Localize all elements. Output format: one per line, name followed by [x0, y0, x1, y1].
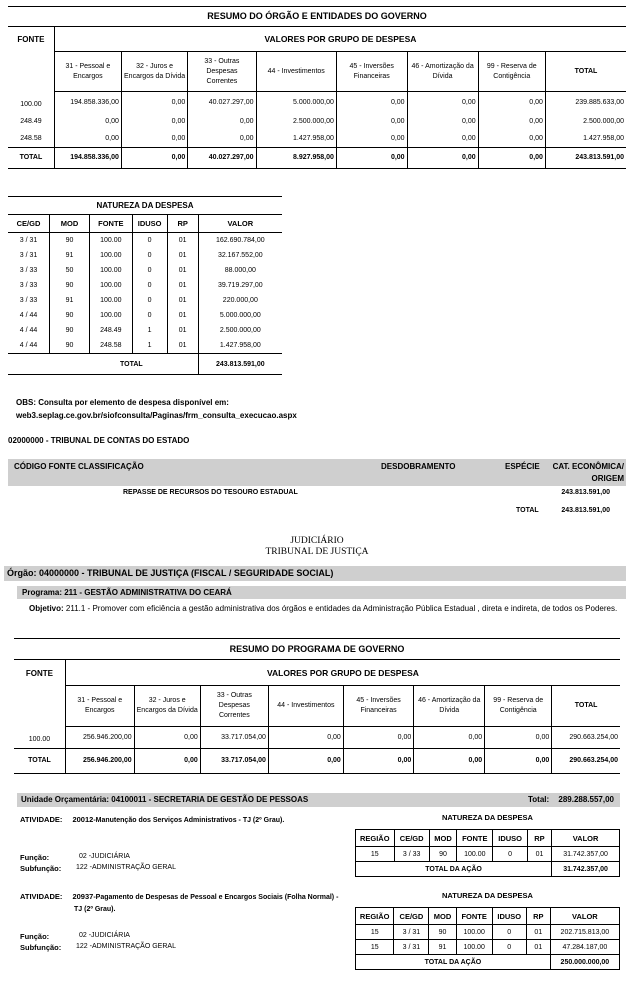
- total-row: [356, 862, 620, 877]
- funcao-label: Função:: [20, 932, 50, 941]
- value-cell: 0,00: [485, 727, 552, 749]
- column-header-3: 33 - Outras Despesas Correntes: [200, 686, 268, 727]
- natureza-cell: 100.00: [90, 278, 133, 293]
- subfuncao-value: 122 -ADMINISTRAÇÃO GERAL: [76, 864, 176, 871]
- atividade-desc: -Pagamento de Despesas de Pessoal e Encargos Sociais (Folha Normal) -: [93, 894, 339, 901]
- total-value: 40.027.297,00: [188, 147, 256, 168]
- codigo-header: CÓDIGO FONTE CLASSIFICAÇÃO: [14, 462, 144, 471]
- funcao-label: Função:: [20, 853, 50, 862]
- atividade-natureza-table-1: [355, 829, 620, 877]
- natureza-header-rp: RP: [526, 908, 550, 925]
- natureza-header-iduso: IDUSO: [493, 830, 527, 847]
- heading-line1: JUDICIÁRIO: [290, 536, 344, 546]
- column-header-1: 31 - Pessoal e Encargos: [54, 52, 121, 92]
- unidade-bar: [17, 793, 620, 807]
- value-cell: 0,00: [478, 92, 545, 113]
- table-row: [8, 278, 282, 293]
- value-cell: 194.858.336,00: [54, 92, 121, 113]
- natureza-header-valor: VALOR: [552, 830, 620, 847]
- natureza-cell: 1: [132, 323, 167, 338]
- desdobramento-header: DESDOBRAMENTO: [381, 462, 456, 471]
- value-cell: 290.663.254,00: [569, 733, 618, 741]
- natureza-table: [8, 215, 282, 375]
- nat-title-2: NATUREZA DA DESPESA: [442, 891, 533, 900]
- table-row: [356, 925, 620, 940]
- objetivo-text: 211.1 - Promover com eficiência a gestão administrativa dos órgãos e entidades da Administração Pública Estadual , direta e indireta, de todos os Poderes.: [65, 604, 618, 613]
- natureza-cell: 0: [132, 233, 167, 249]
- value-cell: 1.427.958,00: [583, 134, 624, 142]
- value-cell: 0,00: [121, 113, 187, 130]
- fonte-cell: 248.49: [8, 113, 54, 130]
- natureza-cell: 90: [50, 323, 90, 338]
- natureza-cell: 01: [527, 847, 551, 862]
- orgao-bar: Órgão: 04000000 - TRIBUNAL DE JUSTIÇA (FISCAL / SEGURIDADE SOCIAL): [4, 566, 626, 581]
- natureza-cell: 01: [526, 925, 550, 940]
- natureza-cell: 3 / 33: [8, 293, 50, 308]
- natureza-cell: 01: [167, 278, 198, 293]
- column-header-2: 32 - Juros e Encargos da Dívida: [121, 52, 187, 92]
- total-row: [8, 354, 282, 375]
- table-row: [8, 92, 626, 113]
- natureza-cell: 90: [50, 278, 90, 293]
- natureza-cell: 47.284.187,00: [550, 940, 619, 955]
- objetivo-label: Objetivo:: [29, 604, 64, 613]
- natureza-cell: 90: [50, 233, 90, 249]
- natureza-header-rp: RP: [527, 830, 551, 847]
- total-value: 0,00: [336, 147, 407, 168]
- fonte-header-2: FONTE: [14, 660, 65, 727]
- natureza-total-value: 243.813.591,00: [198, 354, 282, 375]
- natureza-cell: 0: [493, 847, 527, 862]
- column-header-3: 33 - Outras Despesas Correntes: [188, 52, 256, 92]
- resumo-programa-section: [14, 638, 620, 774]
- natureza-cell: 90: [50, 308, 90, 323]
- column-header-4: 44 - Investimentos: [256, 52, 336, 92]
- atividade-line-2: [20, 891, 340, 915]
- fonte-cell: 100.00: [14, 727, 65, 749]
- natureza-cell: 32.167.552,00: [217, 252, 263, 259]
- natureza-cell: 220.000,00: [222, 297, 258, 304]
- value-cell: 0,00: [336, 130, 407, 148]
- column-header-4: 44 - Investimentos: [268, 686, 343, 727]
- natureza-cell: 01: [167, 293, 198, 308]
- natureza-cell: 100.00: [90, 293, 133, 308]
- natureza-header-valor: VALOR: [550, 908, 619, 925]
- total-value: 0,00: [414, 748, 485, 773]
- value-cell: 0,00: [268, 727, 343, 749]
- natureza-cell: 01: [167, 338, 198, 354]
- total-value: 0,00: [478, 147, 545, 168]
- natureza-cell: 3 / 33: [8, 278, 50, 293]
- natureza-cell: 100.00: [90, 233, 133, 249]
- subfuncao-label: Subfunção:: [20, 943, 62, 952]
- table-row: [8, 323, 282, 338]
- fonte-cell: 248.58: [8, 130, 54, 148]
- natureza-cell: 39.719.297,00: [217, 282, 263, 289]
- natureza-header-cegd: CE/GD: [8, 215, 50, 233]
- value-cell: 33.717.054,00: [200, 727, 268, 749]
- natureza-cell: 0: [492, 940, 526, 955]
- natureza-cell: 3 / 33: [394, 847, 429, 862]
- total-row: [8, 147, 626, 168]
- natureza-header-iduso: IDUSO: [492, 908, 526, 925]
- column-header-5: 45 - Inversões Financeiras: [343, 686, 413, 727]
- total-acao-label: TOTAL DA AÇÃO: [356, 955, 551, 970]
- table-row: [8, 113, 626, 130]
- natureza-cell: 91: [429, 940, 456, 955]
- value-cell: 0,00: [343, 727, 413, 749]
- obs-url: web3.seplag.ce.gov.br/siofconsulta/Paginas/frm_consulta_execucao.aspx: [16, 411, 297, 420]
- column-header-8: TOTAL: [552, 686, 620, 727]
- value-cell: 0,00: [336, 113, 407, 130]
- value-cell: 1.427.958,00: [256, 130, 336, 148]
- natureza-cell: 01: [526, 940, 550, 955]
- total-acao-label: TOTAL DA AÇÃO: [356, 862, 552, 877]
- atividade-label: ATIVIDADE:: [20, 892, 63, 901]
- natureza-header-regio: REGIÃO: [356, 830, 395, 847]
- natureza-cell: 91: [50, 293, 90, 308]
- header-row: [356, 830, 620, 847]
- natureza-cell: 100.00: [456, 940, 492, 955]
- column-header-7: 99 - Reserva de Contigência: [478, 52, 545, 92]
- heading-line2: TRIBUNAL DE JUSTIÇA: [265, 547, 369, 557]
- header-row: [356, 908, 620, 925]
- cat-economica-header: CAT. ECONÔMICA/: [552, 462, 624, 471]
- natureza-cell: 3 / 31: [394, 925, 429, 940]
- tribunal-contas-title: 02000000 - TRIBUNAL DE CONTAS DO ESTADO: [8, 436, 190, 445]
- atividade-desc: -Manutenção dos Serviços Administrativos - TJ (2º Grau).: [93, 817, 285, 824]
- table-row: [8, 130, 626, 148]
- total-value: 256.946.200,00: [65, 748, 134, 773]
- natureza-header-mod: MOD: [429, 908, 456, 925]
- objetivo-line: [29, 604, 617, 613]
- natureza-cell: 248.58: [90, 338, 133, 354]
- unidade-total-label: Total:: [528, 795, 550, 804]
- resumo-orgao-title: RESUMO DO ÓRGÃO E ENTIDADES DO GOVERNO: [8, 6, 626, 27]
- total-label: TOTAL: [14, 748, 65, 773]
- natureza-cell: 1.427.958,00: [219, 342, 261, 349]
- natureza-cell: 3 / 31: [8, 233, 50, 249]
- natureza-cell: 100.00: [90, 308, 133, 323]
- repasse-value: 243.813.591,00: [561, 489, 610, 496]
- programa-bar: Programa: 211 - GESTÃO ADMINISTRATIVA DO CEARÁ: [17, 586, 626, 599]
- table-row: [14, 727, 620, 749]
- value-cell: 0,00: [478, 113, 545, 130]
- natureza-header-fonte: FONTE: [456, 908, 492, 925]
- natureza-cell: 0: [132, 308, 167, 323]
- natureza-cell: 3 / 33: [8, 263, 50, 278]
- total-row: [14, 748, 620, 773]
- value-cell: 0,00: [407, 130, 478, 148]
- natureza-header-mod: MOD: [50, 215, 90, 233]
- column-header-8: TOTAL: [545, 52, 626, 92]
- natureza-cell: 4 / 44: [8, 308, 50, 323]
- natureza-header-valor: VALOR: [198, 215, 282, 233]
- natureza-cell: 50: [50, 263, 90, 278]
- value-cell: 0,00: [134, 727, 200, 749]
- repasse-label: REPASSE DE RECURSOS DO TESOURO ESTADUAL: [123, 489, 298, 496]
- natureza-cell: 3 / 31: [8, 248, 50, 263]
- natureza-cell: 0: [132, 278, 167, 293]
- column-header-6: 46 - Amortização da Dívida: [414, 686, 485, 727]
- table-row: [8, 308, 282, 323]
- natureza-cell: 4 / 44: [8, 338, 50, 354]
- atividade-line: [20, 815, 340, 824]
- table-row: [8, 293, 282, 308]
- natureza-cell: 90: [50, 338, 90, 354]
- natureza-cell: 3 / 31: [394, 940, 429, 955]
- classificacao-header: [8, 459, 626, 486]
- natureza-header-fonte: FONTE: [457, 830, 493, 847]
- value-cell: 0,00: [54, 113, 121, 130]
- total-value: 0,00: [343, 748, 413, 773]
- natureza-section: [8, 196, 282, 375]
- natureza-header-cegd: CE/GD: [394, 830, 429, 847]
- natureza-cell: 15: [356, 847, 395, 862]
- valores-header-2: VALORES POR GRUPO DE DESPESA: [65, 660, 620, 686]
- atividade-label: ATIVIDADE:: [20, 815, 63, 824]
- natureza-cell: 15: [356, 925, 394, 940]
- natureza-cell: 248.49: [90, 323, 133, 338]
- natureza-cell: 0: [132, 293, 167, 308]
- natureza-cell: 5.000.000,00: [219, 312, 261, 319]
- unidade-total-value: 289.288.557,00: [558, 795, 614, 804]
- value-cell: 0,00: [414, 727, 485, 749]
- natureza-cell: 0: [492, 925, 526, 940]
- natureza-cell: 31.742.357,00: [552, 847, 620, 862]
- atividade-code: 20012: [72, 815, 94, 824]
- total-value: 194.858.336,00: [54, 147, 121, 168]
- natureza-header-fonte: FONTE: [90, 215, 133, 233]
- total-row: [356, 955, 620, 970]
- value-cell: 0,00: [121, 92, 187, 113]
- natureza-cell: 01: [167, 233, 198, 249]
- natureza-header-iduso: IDUSO: [132, 215, 167, 233]
- table-row: [356, 847, 620, 862]
- natureza-cell: 91: [50, 248, 90, 263]
- atividade-code: 20937: [72, 892, 94, 901]
- fonte-header: FONTE: [8, 27, 54, 92]
- natureza-cell: 100.00: [90, 263, 133, 278]
- natureza-cell: 100.00: [457, 847, 493, 862]
- table-row: [8, 338, 282, 354]
- natureza-total-label: TOTAL: [8, 354, 198, 375]
- atividade-block-2: [17, 886, 620, 976]
- column-header-7: 99 - Reserva de Contigência: [485, 686, 552, 727]
- total-value: 8.927.958,00: [256, 147, 336, 168]
- natureza-cell: 01: [167, 263, 198, 278]
- natureza-cell: 2.500.000,00: [219, 327, 261, 334]
- total-value: 0,00: [268, 748, 343, 773]
- resumo-orgao-section: [8, 6, 626, 176]
- column-header-5: 45 - Inversões Financeiras: [336, 52, 407, 92]
- natureza-cell: 4 / 44: [8, 323, 50, 338]
- value-cell: 256.946.200,00: [65, 727, 134, 749]
- natureza-cell: 100.00: [90, 248, 133, 263]
- funcao-value: 02 -JUDICIÁRIA: [79, 853, 130, 860]
- origem-header: ORIGEM: [591, 474, 624, 483]
- fonte-cell: 100.00: [8, 92, 54, 113]
- resumo-programa-table: [14, 660, 620, 774]
- obs-note: [16, 396, 297, 422]
- total-value: 290.663.254,00: [552, 748, 620, 773]
- atividade-desc-cont: TJ (2º Grau).: [74, 906, 116, 913]
- value-cell: 0,00: [407, 113, 478, 130]
- subfuncao-value: 122 -ADMINISTRAÇÃO GERAL: [76, 943, 176, 950]
- column-header-2: 32 - Juros e Encargos da Dívida: [134, 686, 200, 727]
- natureza-cell: 202.715.813,00: [550, 925, 619, 940]
- value-cell: 0,00: [478, 130, 545, 148]
- column-header-6: 46 - Amortização da Dívida: [407, 52, 478, 92]
- total-value: 0,00: [121, 147, 187, 168]
- nat-title-1: NATUREZA DA DESPESA: [442, 813, 533, 822]
- natureza-cell: 15: [356, 940, 394, 955]
- natureza-cell: 01: [167, 308, 198, 323]
- value-cell: 239.885.633,00: [575, 98, 624, 106]
- table-row: [356, 940, 620, 955]
- tc-total-label: TOTAL: [516, 507, 539, 514]
- natureza-cell: 90: [429, 925, 456, 940]
- total-acao-value: 31.742.357,00: [552, 862, 620, 877]
- natureza-cell: 90: [429, 847, 456, 862]
- total-acao-value: 250.000.000,00: [550, 955, 619, 970]
- natureza-cell: 0: [132, 248, 167, 263]
- natureza-cell: 0: [132, 263, 167, 278]
- natureza-header-mod: MOD: [429, 830, 456, 847]
- table-row: [8, 263, 282, 278]
- value-cell: 2.500.000,00: [256, 113, 336, 130]
- obs-line1: OBS: Consulta por elemento de despesa disponível em:: [16, 398, 229, 407]
- natureza-cell: 1: [132, 338, 167, 354]
- total-value: 0,00: [407, 147, 478, 168]
- value-cell: 0,00: [188, 113, 256, 130]
- value-cell: 0,00: [121, 130, 187, 148]
- value-cell: 0,00: [336, 92, 407, 113]
- subfuncao-label: Subfunção:: [20, 864, 62, 873]
- total-value: 0,00: [485, 748, 552, 773]
- natureza-header-rp: RP: [167, 215, 198, 233]
- funcao-value: 02 -JUDICIÁRIA: [79, 932, 130, 939]
- value-cell: 0,00: [407, 92, 478, 113]
- natureza-header-regio: REGIÃO: [356, 908, 394, 925]
- valores-header: VALORES POR GRUPO DE DESPESA: [54, 27, 626, 52]
- resumo-programa-title: RESUMO DO PROGRAMA DE GOVERNO: [14, 638, 620, 660]
- value-cell: 2.500.000,00: [583, 117, 624, 125]
- value-cell: 0,00: [188, 130, 256, 148]
- total-value: 33.717.054,00: [200, 748, 268, 773]
- natureza-cell: 162.690.784,00: [215, 237, 265, 244]
- table-row: [8, 248, 282, 263]
- resumo-orgao-table: [8, 27, 626, 169]
- judiciario-heading: [0, 536, 634, 558]
- natureza-cell: 88.000,00: [224, 267, 256, 274]
- tc-total-value: 243.813.591,00: [561, 507, 610, 514]
- atividade-natureza-table-2: [355, 907, 620, 970]
- unidade-label: Unidade Orçamentária: 04100011 - SECRETARIA DE GESTÃO DE PESSOAS: [21, 795, 309, 804]
- value-cell: 5.000.000,00: [256, 92, 336, 113]
- natureza-title: NATUREZA DA DESPESA: [8, 196, 282, 215]
- total-value: 243.813.591,00: [545, 147, 626, 168]
- natureza-cell: 01: [167, 248, 198, 263]
- natureza-cell: 01: [167, 323, 198, 338]
- atividade-block-1: [17, 813, 620, 885]
- total-value: 0,00: [134, 748, 200, 773]
- natureza-header-cegd: CE/GD: [394, 908, 429, 925]
- value-cell: 0,00: [54, 130, 121, 148]
- total-label: TOTAL: [8, 147, 54, 168]
- table-row: [8, 233, 282, 249]
- column-header-1: 31 - Pessoal e Encargos: [65, 686, 134, 727]
- natureza-cell: 100.00: [456, 925, 492, 940]
- especie-header: ESPÉCIE: [505, 462, 540, 471]
- value-cell: 40.027.297,00: [188, 92, 256, 113]
